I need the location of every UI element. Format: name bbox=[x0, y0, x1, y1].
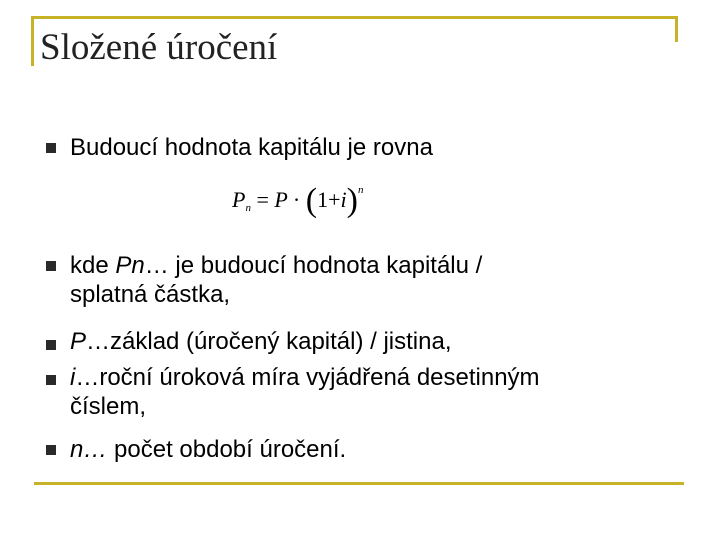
i-text-2: číslem, bbox=[70, 393, 147, 420]
pn-text-1: … je budoucí hodnota kapitálu / bbox=[144, 252, 483, 279]
formula-lhs-sub: n bbox=[245, 202, 251, 214]
bullet-square bbox=[46, 375, 56, 385]
pn-variable: Pn bbox=[115, 252, 145, 279]
intro-text: Budoucí hodnota kapitálu je rovna bbox=[70, 134, 433, 161]
formula-i: i bbox=[340, 187, 347, 212]
formula bbox=[232, 178, 364, 219]
formula-lhs: P bbox=[232, 187, 246, 212]
pn-text-2: splatná částka, bbox=[70, 281, 231, 308]
p-variable: P bbox=[70, 328, 87, 355]
bullet-item-intro bbox=[70, 133, 670, 162]
bullet-square bbox=[46, 261, 56, 271]
n-variable: n… bbox=[70, 436, 108, 463]
i-text-1: …roční úroková míra vyjádřená desetinným bbox=[75, 364, 540, 391]
bullet-item-i bbox=[70, 363, 670, 421]
formula-lparen: ( bbox=[305, 182, 318, 219]
frame-top-line bbox=[34, 16, 678, 19]
bullet-item-p bbox=[70, 327, 670, 356]
bullet-item-n bbox=[70, 435, 670, 464]
frame-left-line bbox=[31, 16, 34, 66]
p-text: …základ (úročený kapitál) / jistina, bbox=[86, 328, 452, 355]
formula-plus: + bbox=[328, 187, 341, 212]
bullet-square bbox=[46, 445, 56, 455]
formula-dot: · bbox=[292, 187, 301, 212]
bullet-item-pn: kde Pn… je budoucí hodnota kapitálu / splatná částka, bbox=[70, 251, 670, 309]
frame-bottom-line bbox=[34, 482, 684, 485]
formula-rparen: ) bbox=[346, 182, 358, 219]
i-variable: i bbox=[70, 364, 76, 391]
bullet-square bbox=[46, 340, 56, 350]
slide-title: Složené úročení bbox=[40, 27, 278, 68]
formula-one: 1 bbox=[317, 187, 329, 212]
frame-right-line bbox=[675, 16, 678, 42]
formula-p: P bbox=[274, 187, 288, 212]
n-text: počet období úročení. bbox=[107, 436, 347, 463]
formula-eq: = bbox=[256, 187, 269, 212]
bullet-square bbox=[46, 143, 56, 153]
formula-exp: n bbox=[357, 184, 364, 196]
